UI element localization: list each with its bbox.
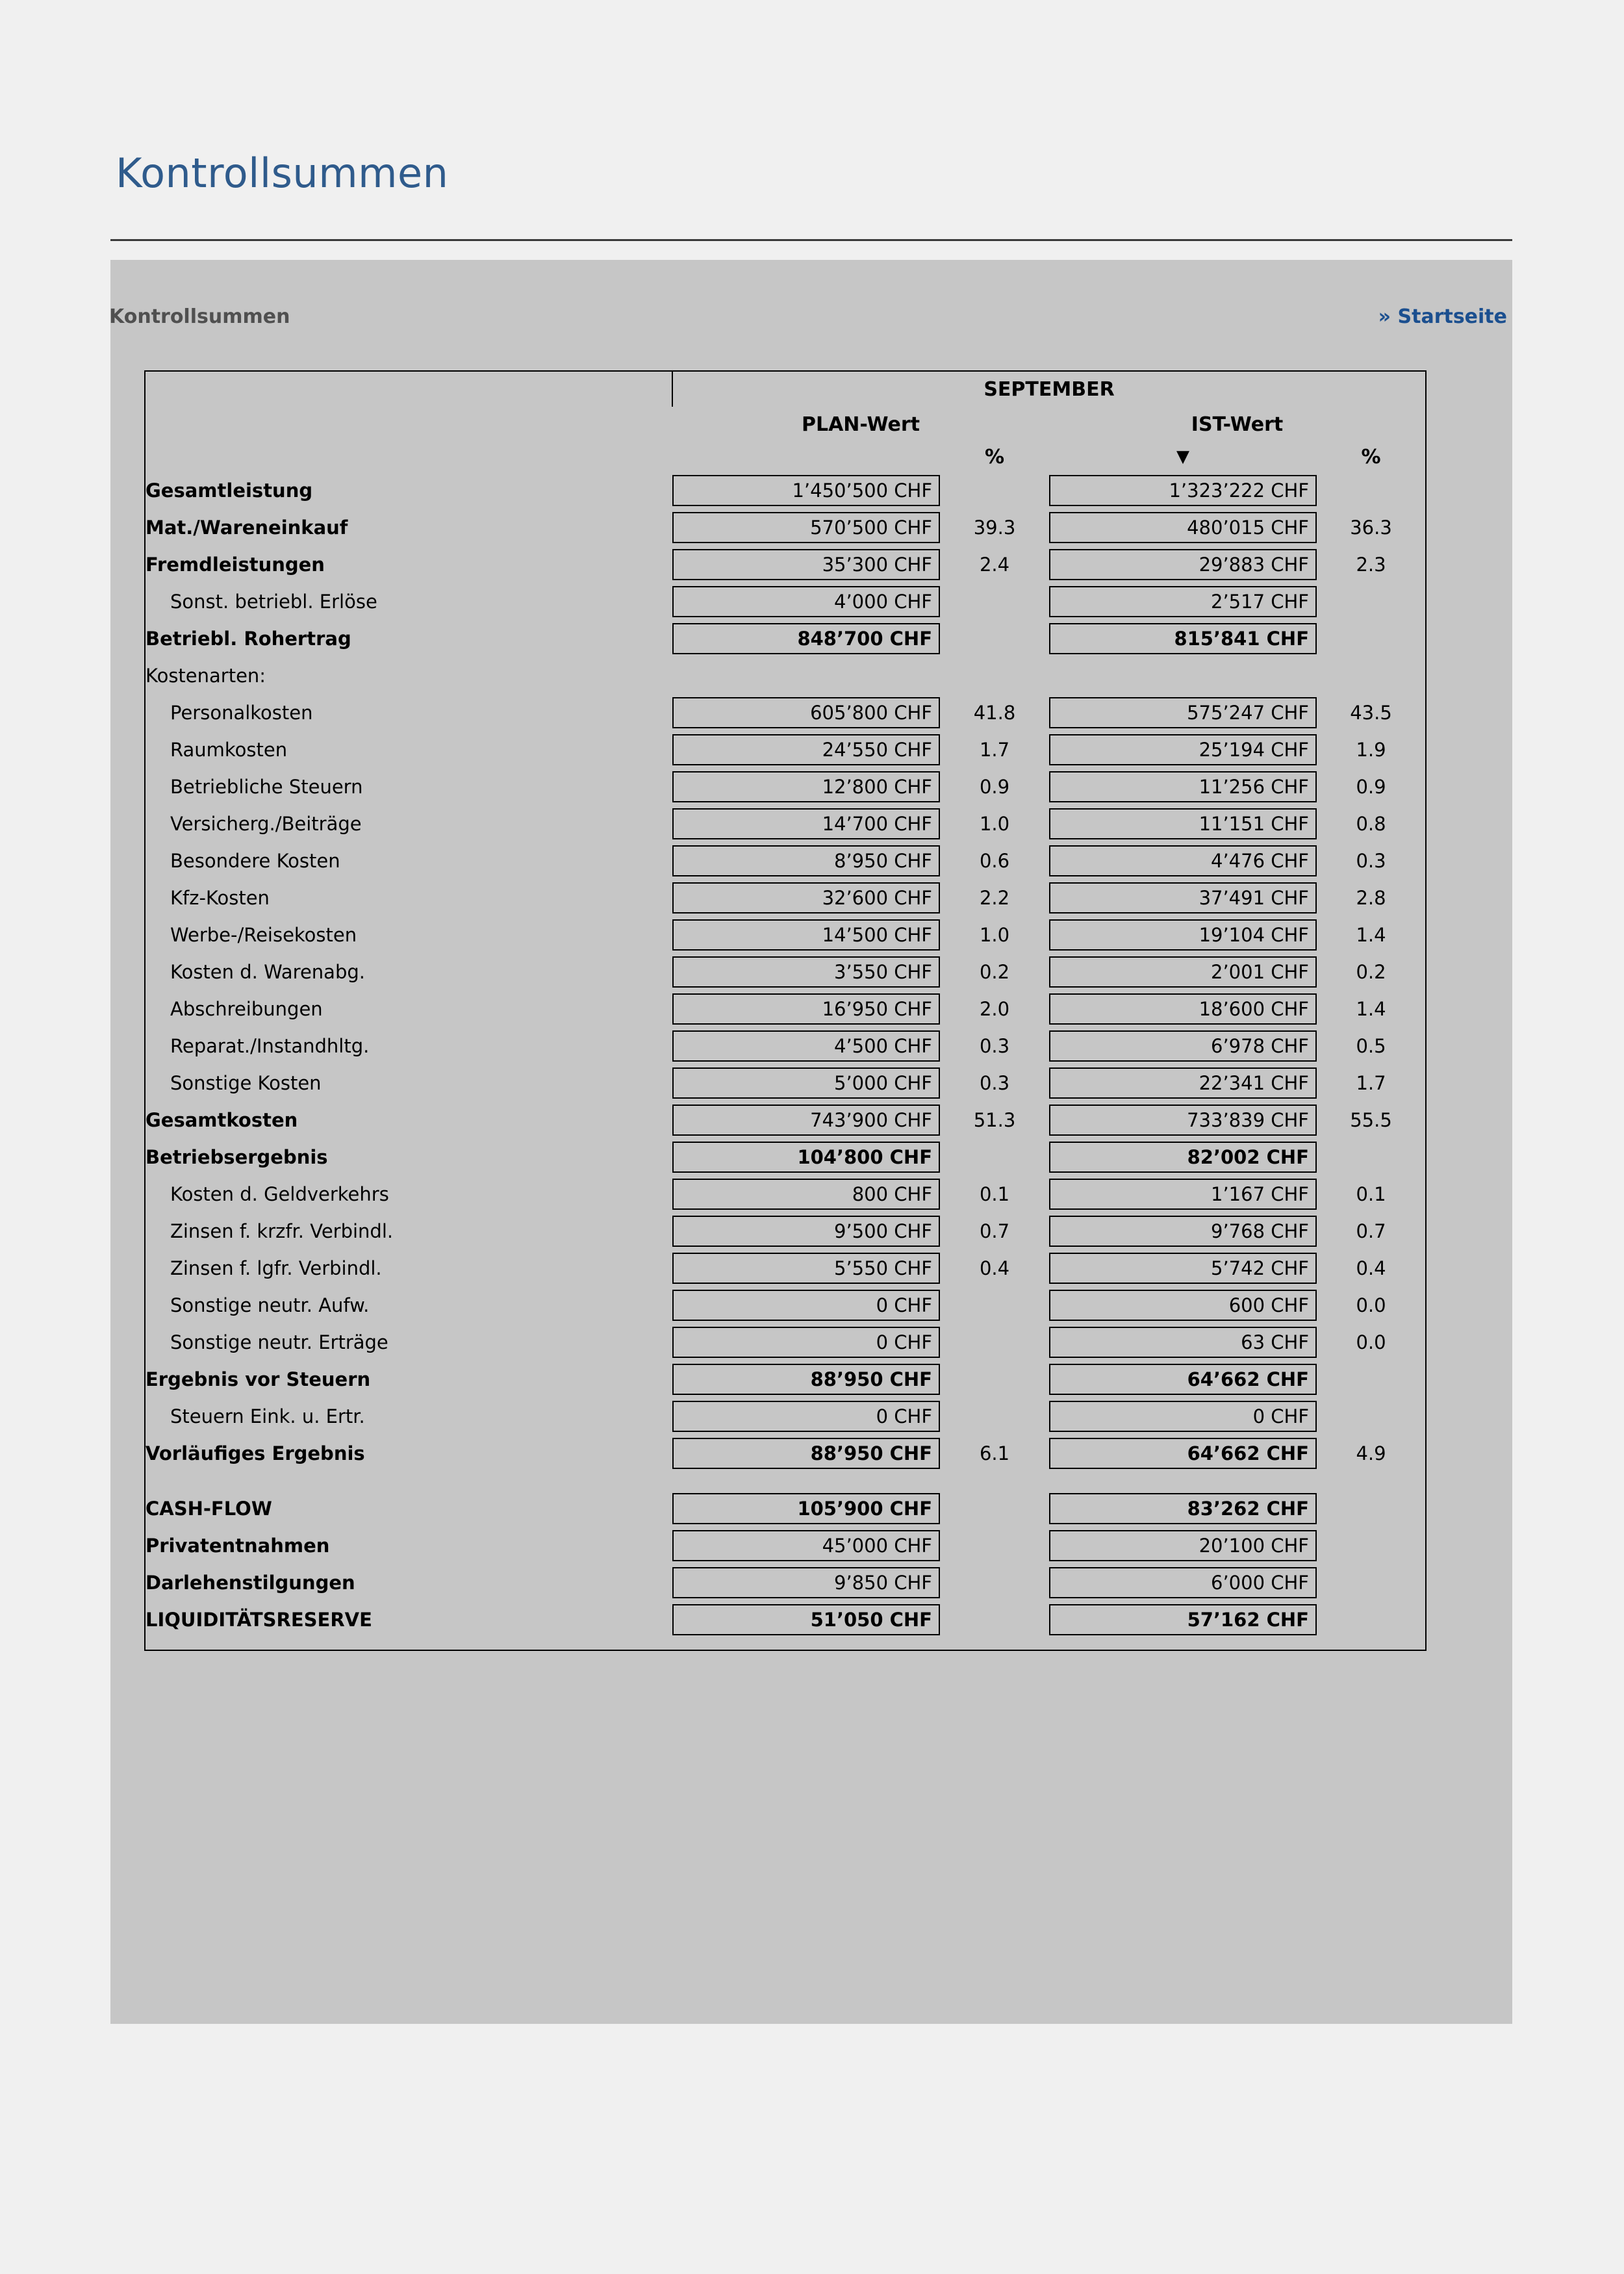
row-ist-value: 9’768 CHF bbox=[1049, 1216, 1317, 1247]
row-plan-value: 14’700 CHF bbox=[672, 808, 940, 839]
table-row bbox=[145, 583, 1426, 620]
row-label: Sonst. betriebl. Erlöse bbox=[145, 583, 672, 620]
row-plan-value: 35’300 CHF bbox=[672, 549, 940, 580]
row-ist-value-cell bbox=[1049, 731, 1317, 768]
row-ist-percent: 0.5 bbox=[1317, 1027, 1426, 1064]
table-row bbox=[145, 1435, 1426, 1472]
header-plan[interactable]: PLAN-Wert bbox=[672, 407, 1049, 442]
row-label: Steuern Eink. u. Ertr. bbox=[145, 1398, 672, 1435]
row-plan-value: 24’550 CHF bbox=[672, 734, 940, 765]
table-row bbox=[145, 1027, 1426, 1064]
row-ist-value-cell bbox=[1049, 1027, 1317, 1064]
row-ist-value: 25’194 CHF bbox=[1049, 734, 1317, 765]
row-plan-value-cell bbox=[672, 620, 940, 657]
row-label: Zinsen f. krzfr. Verbindl. bbox=[145, 1212, 672, 1249]
row-ist-value-cell bbox=[1049, 472, 1317, 509]
row-plan-percent: 2.2 bbox=[979, 886, 1010, 909]
row-plan-percent bbox=[940, 583, 1049, 620]
table-row bbox=[145, 509, 1426, 546]
row-plan-value-cell bbox=[672, 1398, 940, 1435]
table-row bbox=[145, 1527, 1426, 1564]
row-plan-value: 3’550 CHF bbox=[672, 956, 940, 988]
row-label: Werbe-/Reisekosten bbox=[145, 916, 672, 953]
row-plan-value-cell bbox=[672, 1027, 940, 1064]
row-plan-value: 4’000 CHF bbox=[672, 586, 940, 617]
row-plan-percent: 0.2 bbox=[979, 960, 1010, 983]
row-ist-value: 83’262 CHF bbox=[1049, 1493, 1317, 1524]
row-label: Personalkosten bbox=[145, 694, 672, 731]
row-plan-value-cell bbox=[672, 583, 940, 620]
table-row bbox=[145, 953, 1426, 990]
row-plan-value: 605’800 CHF bbox=[672, 697, 940, 728]
row-label: Mat./Wareneinkauf bbox=[145, 509, 672, 546]
row-plan-percent: 0.4 bbox=[979, 1257, 1010, 1279]
row-plan-value-cell bbox=[672, 1564, 940, 1601]
row-plan-value: 570’500 CHF bbox=[672, 512, 940, 543]
bottom-edge-left bbox=[145, 1638, 672, 1650]
row-plan-value-cell bbox=[672, 1361, 940, 1398]
row-plan-value: 4’500 CHF bbox=[672, 1030, 940, 1062]
row-plan-value-cell bbox=[672, 1490, 940, 1527]
row-plan-percent: 0.3 bbox=[979, 1034, 1010, 1057]
sort-arrow-icon[interactable]: ▼ bbox=[1176, 447, 1189, 466]
row-plan-percent: 51.3 bbox=[973, 1108, 1016, 1131]
row-plan-value-cell bbox=[672, 1101, 940, 1138]
row-plan-percent bbox=[940, 1286, 1049, 1323]
row-plan-value: 8’950 CHF bbox=[672, 845, 940, 876]
row-plan-value: 51’050 CHF bbox=[672, 1604, 940, 1635]
row-label: Besondere Kosten bbox=[145, 842, 672, 879]
row-ist-value: 600 CHF bbox=[1049, 1290, 1317, 1321]
row-ist-value: 64’662 CHF bbox=[1049, 1438, 1317, 1469]
row-ist-value: 480’015 CHF bbox=[1049, 512, 1317, 543]
row-ist-value-cell bbox=[1049, 879, 1317, 916]
row-ist-percent bbox=[1317, 657, 1426, 694]
table-row bbox=[145, 1249, 1426, 1286]
row-plan-percent: 0.1 bbox=[979, 1182, 1010, 1205]
row-ist-percent bbox=[1317, 472, 1426, 509]
row-label: Fremdleistungen bbox=[145, 546, 672, 583]
row-ist-percent: 0.2 bbox=[1317, 953, 1426, 990]
row-plan-value-cell bbox=[672, 1249, 940, 1286]
row-ist-value: 11’151 CHF bbox=[1049, 808, 1317, 839]
table-row bbox=[145, 1361, 1426, 1398]
table-row bbox=[145, 1138, 1426, 1175]
row-plan-value: 0 CHF bbox=[672, 1327, 940, 1358]
row-plan-value: 16’950 CHF bbox=[672, 993, 940, 1025]
row-ist-value: 57’162 CHF bbox=[1049, 1604, 1317, 1635]
row-plan-value-cell bbox=[672, 1138, 940, 1175]
row-label: Reparat./Instandhltg. bbox=[145, 1027, 672, 1064]
row-label: Vorläufiges Ergebnis bbox=[145, 1435, 672, 1472]
row-plan-percent bbox=[940, 1490, 1049, 1527]
table-row bbox=[145, 657, 1426, 694]
row-label: Kosten d. Geldverkehrs bbox=[145, 1175, 672, 1212]
row-ist-percent bbox=[1317, 1138, 1426, 1175]
row-ist-value: 815’841 CHF bbox=[1049, 623, 1317, 654]
panel-title: Kontrollsummen bbox=[109, 305, 290, 328]
table-row bbox=[145, 916, 1426, 953]
row-plan-percent: 2.0 bbox=[979, 997, 1010, 1020]
table-row bbox=[145, 1101, 1426, 1138]
row-ist-value-cell bbox=[1049, 546, 1317, 583]
bottom-edge-right bbox=[672, 1638, 1426, 1650]
row-ist-percent bbox=[1317, 1472, 1426, 1490]
row-plan-value: 45’000 CHF bbox=[672, 1530, 940, 1561]
row-plan-value-cell bbox=[672, 731, 940, 768]
row-label: Versicherg./Beiträge bbox=[145, 805, 672, 842]
table-row bbox=[145, 472, 1426, 509]
row-ist-value-cell bbox=[1049, 694, 1317, 731]
table-row bbox=[145, 731, 1426, 768]
row-label: Sonstige Kosten bbox=[145, 1064, 672, 1101]
header-blank-left bbox=[145, 407, 672, 442]
row-plan-value-cell bbox=[672, 1601, 940, 1638]
row-ist-percent: 43.5 bbox=[1317, 694, 1426, 731]
row-plan-percent: 0.3 bbox=[979, 1071, 1010, 1094]
row-plan-value-cell bbox=[672, 1175, 940, 1212]
row-ist-value: 575’247 CHF bbox=[1049, 697, 1317, 728]
table-row bbox=[145, 1398, 1426, 1435]
row-plan-value: 5’000 CHF bbox=[672, 1067, 940, 1099]
row-plan-value-cell bbox=[672, 694, 940, 731]
header-blank-left-2 bbox=[145, 442, 672, 472]
page-title: Kontrollsummen bbox=[116, 149, 449, 197]
row-plan-value: 0 CHF bbox=[672, 1401, 940, 1432]
table-row bbox=[145, 1323, 1426, 1361]
row-plan-percent bbox=[940, 1398, 1049, 1435]
header-corner bbox=[145, 371, 672, 407]
table-row bbox=[145, 842, 1426, 879]
table-row bbox=[145, 879, 1426, 916]
row-plan-percent: 6.1 bbox=[979, 1442, 1010, 1464]
row-plan-percent: 0.9 bbox=[979, 775, 1010, 798]
table-row bbox=[145, 1564, 1426, 1601]
kontrollsummen-table bbox=[144, 370, 1427, 1651]
row-ist-value: 733’839 CHF bbox=[1049, 1105, 1317, 1136]
row-plan-percent bbox=[940, 1564, 1049, 1601]
row-ist-percent: 0.9 bbox=[1317, 768, 1426, 805]
row-ist-value: 37’491 CHF bbox=[1049, 882, 1317, 913]
row-label: Gesamtleistung bbox=[145, 472, 672, 509]
row-label: Abschreibungen bbox=[145, 990, 672, 1027]
row-label: Ergebnis vor Steuern bbox=[145, 1361, 672, 1398]
table-row bbox=[145, 1212, 1426, 1249]
table-row bbox=[145, 1064, 1426, 1101]
row-plan-percent bbox=[940, 1527, 1049, 1564]
row-label: LIQUIDITÄTSRESERVE bbox=[145, 1601, 672, 1638]
table-bottom-edge bbox=[145, 1638, 1426, 1650]
row-ist-percent: 0.8 bbox=[1317, 805, 1426, 842]
row-ist-value-cell bbox=[1049, 1601, 1317, 1638]
row-ist-percent bbox=[1317, 583, 1426, 620]
header-ist-percent: % bbox=[1317, 442, 1426, 472]
row-plan-value: 1’450’500 CHF bbox=[672, 475, 940, 506]
row-label: Betriebl. Rohertrag bbox=[145, 620, 672, 657]
startseite-link[interactable]: » Startseite bbox=[1378, 305, 1507, 328]
table-header bbox=[145, 371, 1426, 472]
row-ist-value: 1’167 CHF bbox=[1049, 1179, 1317, 1210]
row-plan-percent bbox=[940, 1138, 1049, 1175]
row-plan-value: 5’550 CHF bbox=[672, 1253, 940, 1284]
table-row bbox=[145, 1472, 1426, 1490]
row-label: Betriebsergebnis bbox=[145, 1138, 672, 1175]
row-label: Kfz-Kosten bbox=[145, 879, 672, 916]
row-ist-value: 82’002 CHF bbox=[1049, 1142, 1317, 1173]
row-ist-value: 11’256 CHF bbox=[1049, 771, 1317, 802]
row-plan-value: 743’900 CHF bbox=[672, 1105, 940, 1136]
row-label: Sonstige neutr. Erträge bbox=[145, 1323, 672, 1361]
row-plan-value-cell bbox=[672, 805, 940, 842]
row-ist-value-cell bbox=[1049, 657, 1317, 694]
row-ist-value-cell bbox=[1049, 1398, 1317, 1435]
row-plan-value-cell bbox=[672, 990, 940, 1027]
row-label: Kosten d. Warenabg. bbox=[145, 953, 672, 990]
row-plan-value: 800 CHF bbox=[672, 1179, 940, 1210]
row-plan-value-cell bbox=[672, 657, 940, 694]
row-ist-value: 4’476 CHF bbox=[1049, 845, 1317, 876]
row-ist-percent bbox=[1317, 620, 1426, 657]
row-plan-percent: 41.8 bbox=[973, 701, 1016, 724]
table-row bbox=[145, 1490, 1426, 1527]
row-ist-percent: 1.4 bbox=[1317, 916, 1426, 953]
row-ist-value-cell bbox=[1049, 509, 1317, 546]
row-ist-percent: 0.7 bbox=[1317, 1212, 1426, 1249]
row-plan-percent bbox=[940, 620, 1049, 657]
row-label: Betriebliche Steuern bbox=[145, 768, 672, 805]
row-plan-value-cell bbox=[672, 916, 940, 953]
row-plan-value-cell bbox=[672, 842, 940, 879]
row-plan-value: 105’900 CHF bbox=[672, 1493, 940, 1524]
table-row bbox=[145, 620, 1426, 657]
row-ist-percent bbox=[1317, 1601, 1426, 1638]
row-ist-value-cell bbox=[1049, 1249, 1317, 1286]
row-ist-value-cell bbox=[1049, 1361, 1317, 1398]
row-ist-value: 6’000 CHF bbox=[1049, 1567, 1317, 1598]
row-ist-percent: 0.0 bbox=[1317, 1323, 1426, 1361]
row-plan-percent: 39.3 bbox=[973, 516, 1016, 539]
row-plan-value: 12’800 CHF bbox=[672, 771, 940, 802]
row-plan-value-cell bbox=[672, 879, 940, 916]
row-ist-percent: 55.5 bbox=[1317, 1101, 1426, 1138]
row-ist-percent: 0.4 bbox=[1317, 1249, 1426, 1286]
row-ist-value-cell bbox=[1049, 916, 1317, 953]
title-divider bbox=[110, 239, 1512, 241]
row-ist-value: 18’600 CHF bbox=[1049, 993, 1317, 1025]
row-ist-value-cell bbox=[1049, 1323, 1317, 1361]
header-month: SEPTEMBER bbox=[672, 371, 1426, 407]
row-plan-value: 9’500 CHF bbox=[672, 1216, 940, 1247]
table-row bbox=[145, 1286, 1426, 1323]
row-ist-percent: 0.0 bbox=[1317, 1286, 1426, 1323]
row-ist-value-cell bbox=[1049, 953, 1317, 990]
row-ist-percent: 0.3 bbox=[1317, 842, 1426, 879]
row-ist-percent: 1.7 bbox=[1317, 1064, 1426, 1101]
row-plan-percent bbox=[940, 1472, 1049, 1490]
row-ist-value: 2’517 CHF bbox=[1049, 586, 1317, 617]
row-plan-value: 848’700 CHF bbox=[672, 623, 940, 654]
row-plan-value-cell bbox=[672, 1286, 940, 1323]
row-ist-percent: 2.3 bbox=[1317, 546, 1426, 583]
row-plan-value-cell bbox=[672, 768, 940, 805]
row-ist-percent: 36.3 bbox=[1317, 509, 1426, 546]
row-ist-value: 1’323’222 CHF bbox=[1049, 475, 1317, 506]
row-ist-value: 2’001 CHF bbox=[1049, 956, 1317, 988]
row-ist-value-cell bbox=[1049, 1064, 1317, 1101]
row-ist-value: 64’662 CHF bbox=[1049, 1364, 1317, 1395]
row-ist-value-cell bbox=[1049, 1435, 1317, 1472]
row-ist-percent bbox=[1317, 1564, 1426, 1601]
row-ist-percent: 1.9 bbox=[1317, 731, 1426, 768]
row-ist-value: 22’341 CHF bbox=[1049, 1067, 1317, 1099]
table-row bbox=[145, 805, 1426, 842]
row-plan-percent: 0.7 bbox=[979, 1220, 1010, 1242]
header-plan-spacer bbox=[672, 442, 940, 472]
row-plan-percent bbox=[940, 1601, 1049, 1638]
row-ist-percent bbox=[1317, 1527, 1426, 1564]
row-ist-value-cell bbox=[1049, 1138, 1317, 1175]
row-ist-value-cell bbox=[1049, 1101, 1317, 1138]
row-plan-percent: 1.0 bbox=[979, 812, 1010, 835]
row-ist-value-cell bbox=[1049, 1472, 1317, 1490]
table-row bbox=[145, 1601, 1426, 1638]
row-ist-percent bbox=[1317, 1361, 1426, 1398]
row-plan-value-cell bbox=[672, 1472, 940, 1490]
row-plan-percent bbox=[940, 472, 1049, 509]
row-label bbox=[145, 1472, 672, 1490]
row-ist-value-cell bbox=[1049, 805, 1317, 842]
row-ist-value-cell bbox=[1049, 842, 1317, 879]
row-plan-value-cell bbox=[672, 1527, 940, 1564]
row-ist-value-cell bbox=[1049, 1175, 1317, 1212]
row-plan-percent: 0.6 bbox=[979, 849, 1010, 872]
row-plan-value-cell bbox=[672, 1435, 940, 1472]
row-ist-percent: 4.9 bbox=[1317, 1435, 1426, 1472]
row-plan-percent bbox=[940, 1361, 1049, 1398]
row-plan-value-cell bbox=[672, 1212, 940, 1249]
row-plan-value-cell bbox=[672, 1323, 940, 1361]
row-plan-percent: 2.4 bbox=[979, 553, 1010, 576]
row-plan-value-cell bbox=[672, 1064, 940, 1101]
row-ist-value-cell bbox=[1049, 620, 1317, 657]
row-label: Gesamtkosten bbox=[145, 1101, 672, 1138]
table-row bbox=[145, 546, 1426, 583]
row-ist-value: 0 CHF bbox=[1049, 1401, 1317, 1432]
row-ist-value: 6’978 CHF bbox=[1049, 1030, 1317, 1062]
row-plan-percent bbox=[940, 1323, 1049, 1361]
row-label: Zinsen f. lgfr. Verbindl. bbox=[145, 1249, 672, 1286]
row-ist-value: 20’100 CHF bbox=[1049, 1530, 1317, 1561]
row-plan-value: 88’950 CHF bbox=[672, 1364, 940, 1395]
row-ist-value-cell bbox=[1049, 583, 1317, 620]
row-ist-value-cell bbox=[1049, 1527, 1317, 1564]
table-body bbox=[145, 472, 1426, 1650]
row-plan-percent: 1.7 bbox=[979, 738, 1010, 761]
row-plan-value-cell bbox=[672, 546, 940, 583]
row-label: Darlehenstilgungen bbox=[145, 1564, 672, 1601]
table-row bbox=[145, 1175, 1426, 1212]
row-ist-percent: 0.1 bbox=[1317, 1175, 1426, 1212]
row-plan-percent bbox=[940, 657, 1049, 694]
row-plan-value: 0 CHF bbox=[672, 1290, 940, 1321]
row-ist-percent bbox=[1317, 1490, 1426, 1527]
row-label: Privatentnahmen bbox=[145, 1527, 672, 1564]
table-row bbox=[145, 990, 1426, 1027]
row-ist-value-cell bbox=[1049, 990, 1317, 1027]
row-ist-value-cell bbox=[1049, 1212, 1317, 1249]
row-ist-value: 19’104 CHF bbox=[1049, 919, 1317, 951]
row-ist-percent: 1.4 bbox=[1317, 990, 1426, 1027]
row-ist-value-cell bbox=[1049, 1564, 1317, 1601]
row-ist-percent bbox=[1317, 1398, 1426, 1435]
row-plan-value: 9’850 CHF bbox=[672, 1567, 940, 1598]
header-plan-percent: % bbox=[984, 445, 1005, 468]
row-ist-percent: 2.8 bbox=[1317, 879, 1426, 916]
table-row bbox=[145, 694, 1426, 731]
row-plan-value-cell bbox=[672, 509, 940, 546]
header-ist[interactable]: IST-Wert bbox=[1049, 407, 1426, 442]
row-label: Kostenarten: bbox=[145, 657, 672, 694]
row-ist-value-cell bbox=[1049, 1286, 1317, 1323]
row-ist-value: 63 CHF bbox=[1049, 1327, 1317, 1358]
table-row bbox=[145, 768, 1426, 805]
row-plan-value: 32’600 CHF bbox=[672, 882, 940, 913]
row-label: Raumkosten bbox=[145, 731, 672, 768]
row-label: CASH-FLOW bbox=[145, 1490, 672, 1527]
row-plan-value: 104’800 CHF bbox=[672, 1142, 940, 1173]
row-ist-value: 29’883 CHF bbox=[1049, 549, 1317, 580]
row-plan-percent: 1.0 bbox=[979, 923, 1010, 946]
row-plan-value: 88’950 CHF bbox=[672, 1438, 940, 1469]
row-plan-value-cell bbox=[672, 953, 940, 990]
row-ist-value-cell bbox=[1049, 1490, 1317, 1527]
row-plan-value: 14’500 CHF bbox=[672, 919, 940, 951]
row-ist-value: 5’742 CHF bbox=[1049, 1253, 1317, 1284]
row-ist-value-cell bbox=[1049, 768, 1317, 805]
row-plan-value-cell bbox=[672, 472, 940, 509]
row-label: Sonstige neutr. Aufw. bbox=[145, 1286, 672, 1323]
